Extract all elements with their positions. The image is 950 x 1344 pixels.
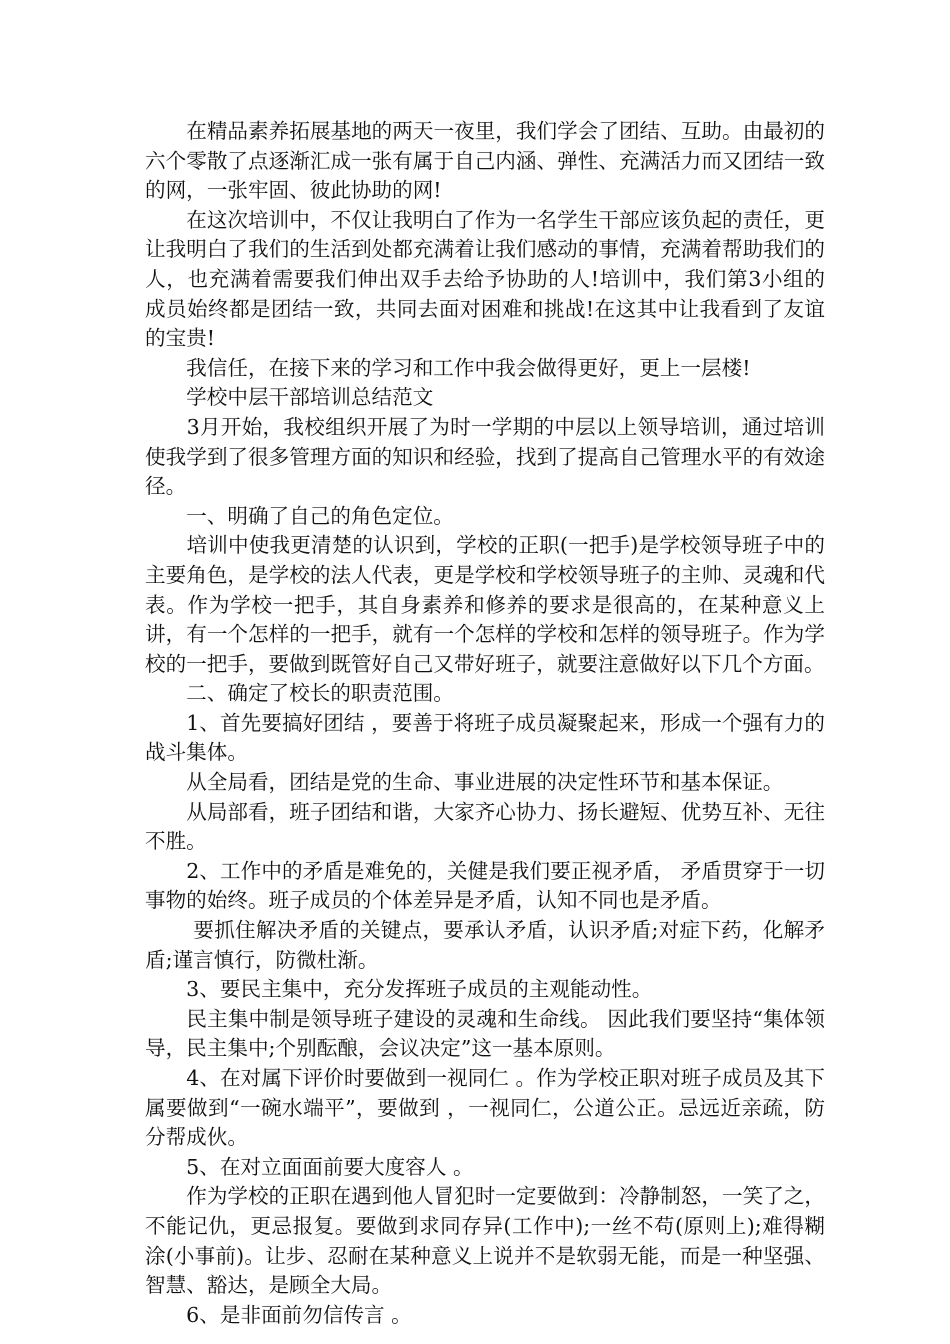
paragraph: 我信任，在接下来的学习和工作中我会做得更好，更上一层楼!	[145, 355, 751, 380]
paragraph: 要抓住解决矛盾的关键点，要承认矛盾，认识矛盾;对症下药，化解矛盾;谨言慎行，防微杜渐。	[145, 918, 825, 972]
document-body	[145, 117, 825, 1330]
paragraph: 培训中使我更清楚的认识到，学校的正职(一把手)是学校领导班子中的主要角色，是学校的法人代表，更是学校和学校领导班子的主帅、灵魂和代表。作为学校一把手，其自身素养和修养的要求是很高的，在某种意义上讲，有一个怎样的一把手，就有一个怎样的学校和怎样的领导班子。作为学校的一把手，要做到既管好自己又带好班子，就要注意做好以下几个方面。	[145, 533, 825, 676]
paragraph: 民主集中制是领导班子建设的灵魂和生命线。 因此我们要坚持“集体领导，民主集中;个别酝酿，会议决定”这一基本原则。	[145, 1006, 825, 1061]
paragraph: 6、是非面前勿信传言 。	[145, 1302, 412, 1327]
paragraph: 从全局看，团结是党的生命、事业进展的决定性环节和基本保证。	[145, 770, 784, 795]
heading-one: 一、明确了自己的角色定位。	[145, 503, 454, 528]
paragraph: 3月开始，我校组织开展了为时一学期的中层以上领导培训，通过培训使我学到了很多管理方面的知识和经验，找到了提高自己管理水平的有效途径。	[145, 414, 825, 499]
paragraph: 5、在对立面面前要大度容人 。	[145, 1154, 474, 1179]
paragraph: 1、首先要搞好团结 ，要善于将班子成员凝聚起来，形成一个强有力的战斗集体。	[145, 710, 825, 765]
paragraph: 作为学校的正职在遇到他人冒犯时一定要做到：冷静制怒，一笑了之，不能记仇，更忌报复。要做到求同存异(工作中);一丝不苟(原则上);难得糊涂(小事前)。让步、忍耐在某种意义上说并不是软弱无能，而是一种坚强、智慧、豁达，是顾全大局。	[145, 1184, 825, 1298]
paragraph: 从局部看，班子团结和谐，大家齐心协力、扬长避短、优势互补、无往不胜。	[145, 799, 825, 854]
paragraph: 4、在对属下评价时要做到一视同仁 。作为学校正职对班子成员及其下属要做到“一碗水端平”，要做到 ，一视同仁，公道公正。忌远近亲疏，防分帮成伙。	[145, 1066, 825, 1150]
paragraph: 3、要民主集中，充分发挥班子成员的主观能动性。	[145, 977, 653, 1002]
section-title: 学校中层干部培训总结范文	[145, 385, 434, 410]
heading-two: 二、确定了校长的职责范围。	[145, 681, 454, 706]
paragraph: 2、工作中的矛盾是难免的，关健是我们要正视矛盾， 矛盾贯穿于一切事物的始终。班子成员的个体差异是矛盾，认知不同也是矛盾。	[145, 858, 825, 913]
paragraph: 在精品素养拓展基地的两天一夜里，我们学会了团结、互助。由最初的六个零散了点逐渐汇成一张有属于自己内涵、弹性、充满活力而又团结一致的网，一张牢固、彼此协助的网!	[145, 119, 825, 203]
paragraph: 在这次培训中，不仅让我明白了作为一名学生干部应该负起的责任，更让我明白了我们的生活到处都充满着让我们感动的事情，充满着帮助我们的人，也充满着需要我们伸出双手去给予协助的人!培训中，我们第3小组的成员始终都是团结一致，共同去面对困难和挑战!在这其中让我看到了友谊的宝贵!	[145, 207, 825, 351]
